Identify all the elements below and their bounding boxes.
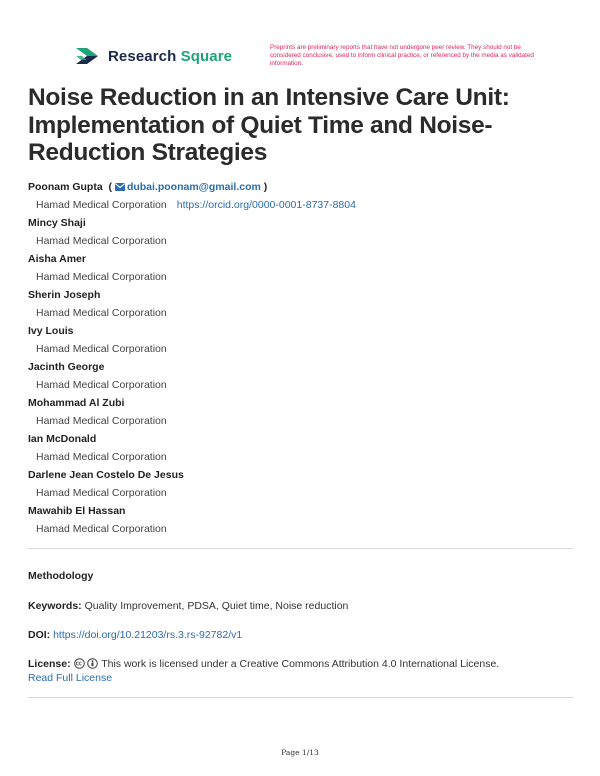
keywords-line [28,599,573,613]
research-square-logo[interactable] [74,46,232,66]
brand-name [108,48,232,65]
author-name: Aisha Amer [28,253,86,265]
brand-part1: Research [108,47,177,65]
author-name: Mawahib El Hassan [28,505,126,517]
author-affiliation: Hamad Medical Corporation [36,307,167,319]
author-entry [28,504,573,540]
keywords-label: Keywords: [28,600,82,612]
author-name: Mincy Shaji [28,217,86,229]
envelope-icon [115,183,125,191]
author-affiliation: Hamad Medical Corporation [36,415,167,427]
doi-label: DOI: [28,629,51,641]
brand-part2: Square [180,47,233,65]
author-name: Jacinth George [28,361,105,373]
corresponding-author: Poonam Gupta ( dubai.poonam@gmail.com ) Hamad Medical Corporation https://orcid.org/0000-0001-8737-8804 [28,181,356,211]
attribution-icon [87,658,98,669]
author-name: Ivy Louis [28,325,74,337]
paren-open: ( [105,181,113,193]
section-type: Methodology [28,570,94,582]
author-affiliation: Hamad Medical Corporation [36,235,167,247]
author-affiliation: Hamad Medical Corporation [36,271,167,283]
author-entry [28,432,573,468]
license-text: This work is licensed under a Creative Commons Attribution 4.0 International License. [101,658,500,670]
read-full-license-link[interactable]: Read Full License [28,672,113,684]
doi-line [28,628,573,642]
author-name: Sherin Joseph [28,289,101,301]
author-entry [28,216,573,252]
preprint-disclaimer: Preprints are preliminary reports that have not undergone peer review. They should not be considered conclusive, used to inform clinical practice, or referenced by the media as validated information. [270,44,534,67]
co-author-rows [28,216,573,540]
author-email-link[interactable]: dubai.poonam@gmail.com [126,181,261,193]
author-entry [28,360,573,396]
doi-link[interactable]: https://doi.org/10.21203/rs.3.rs-92782/v1 [53,629,243,641]
author-name: Mohammad Al Zubi [28,397,125,409]
author-name: Poonam Gupta [28,181,103,193]
author-affiliation: Hamad Medical Corporation [36,343,167,355]
paper-title: Noise Reduction in an Intensive Care Unit: Implementation of Quiet Time and Noise-Reduction Strategies [28,84,510,166]
author-affiliation: Hamad Medical Corporation [36,379,167,391]
author-affiliation: Hamad Medical Corporation [36,199,167,211]
orcid-link[interactable]: https://orcid.org/0000-0001-8737-8804 [176,199,356,211]
author-name: Ian McDonald [28,433,97,445]
license-line [28,657,573,685]
divider [28,697,573,698]
author-affiliation: Hamad Medical Corporation [36,523,167,535]
author-entry [28,396,573,432]
author-affiliation: Hamad Medical Corporation [36,487,167,499]
divider [28,548,573,549]
page-number: Page 1/13 [281,748,319,757]
creative-commons-icon [74,658,85,669]
keywords-value: Quality Improvement, PDSA, Quiet time, Noise reduction [84,600,349,612]
author-entry [28,252,573,288]
author-entry [28,468,573,504]
author-entry [28,288,573,324]
author-list [28,180,573,540]
author-affiliation: Hamad Medical Corporation [36,451,167,463]
author-name: Darlene Jean Costelo De Jesus [28,469,184,481]
research-square-logo-icon [74,46,100,66]
author-entry [28,324,573,360]
license-label: License: [28,658,71,670]
